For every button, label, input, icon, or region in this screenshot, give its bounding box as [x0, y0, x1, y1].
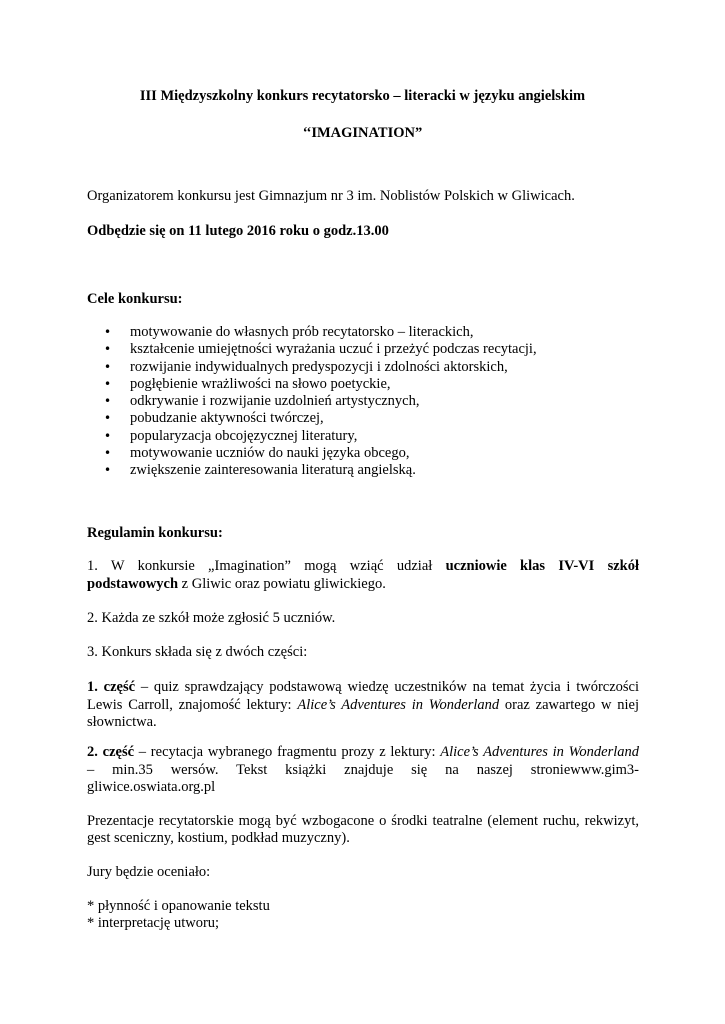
- bullet-icon: •: [104, 463, 112, 478]
- page-title: III Międzyszkolny konkurs recytatorsko – literacki w języku angielskim: [139, 88, 586, 104]
- jury-criterion: * płynność i opanowanie tekstu: [87, 898, 270, 914]
- list-item: • zwiększenie zainteresowania literaturą angielską.: [104, 462, 416, 479]
- part-1-line-1: 1. część – quiz sprawdzający podstawową wiedzę uczestników na temat życia i twórczości: [87, 679, 640, 695]
- bullet-icon: •: [104, 325, 112, 339]
- bullet-icon: •: [104, 428, 112, 443]
- part-2-line-1: 2. część – recytacja wybranego fragmentu prozy z lektury: Alice’s Adventures in Wonderland: [87, 744, 640, 760]
- part-2-line-2: – min.35 wersów. Tekst książki znajduje się na naszej stroniewww.gim3-: [87, 762, 639, 778]
- jury-intro: Jury będzie oceniało:: [87, 864, 211, 880]
- part-1-line-3: słownictwa.: [87, 714, 157, 730]
- list-item: • motywowanie do własnych prób recytatorsko – literackich,: [104, 324, 474, 340]
- list-item: • kształcenie umiejętności wyrażania uczuć i przeżyć podczas recytacji,: [104, 341, 537, 358]
- bullet-icon: •: [104, 411, 112, 426]
- part-1-line-2: Lewis Carroll, znajomość lektury: Alice’s Adventures in Wonderland oraz zawartego w niej: [87, 697, 639, 713]
- list-item: • pogłębienie wrażliwości na słowo poetyckie,: [104, 375, 391, 392]
- presentation-line-1: Prezentacje recytatorskie mogą być wzbogacone o środki teatralne (element ruchu, rekwizyt,: [87, 813, 639, 829]
- rule-2: 2. Każda ze szkół może zgłosić 5 uczniów.: [87, 610, 336, 626]
- presentation-line-2: gest sceniczny, kostium, podkład muzyczny).: [87, 830, 350, 846]
- bullet-icon: •: [104, 446, 112, 461]
- organizer-text: Organizatorem konkursu jest Gimnazjum nr 3 im. Noblistów Polskich w Gliwicach.: [87, 188, 575, 204]
- list-item: • popularyzacja obcojęzycznej literatury,: [104, 427, 358, 444]
- list-item: • pobudzanie aktywności twórczej,: [104, 410, 324, 427]
- rule-1-line-2: podstawowych z Gliwic oraz powiatu gliwickiego.: [87, 576, 386, 592]
- rule-1-line-1: 1. W konkursie „Imagination” mogą wziąć udział uczniowie klas IV-VI szkół: [87, 558, 639, 574]
- goals-list: [104, 324, 537, 480]
- part-2-line-3: gliwice.oswiata.org.pl: [87, 779, 216, 795]
- rule-3: 3. Konkurs składa się z dwóch części:: [87, 644, 308, 660]
- list-item: • odkrywanie i rozwijanie uzdolnień artystycznych,: [104, 393, 420, 410]
- bullet-icon: •: [104, 342, 112, 357]
- list-item: • rozwijanie indywidualnych predyspozycji i zdolności aktorskich,: [104, 358, 508, 375]
- jury-criterion: * interpretację utworu;: [87, 915, 220, 931]
- event-date-text: Odbędzie się on 11 lutego 2016 roku o godz.13.00: [87, 223, 389, 239]
- bullet-icon: •: [104, 394, 112, 409]
- bullet-icon: •: [104, 376, 112, 391]
- rules-heading: Regulamin konkursu:: [87, 525, 223, 541]
- goals-heading: Cele konkursu:: [87, 291, 183, 307]
- page-subtitle: ‘‘IMAGINATION”: [302, 125, 423, 141]
- list-item: • motywowanie uczniów do nauki języka obcego,: [104, 445, 410, 462]
- bullet-icon: •: [104, 359, 112, 374]
